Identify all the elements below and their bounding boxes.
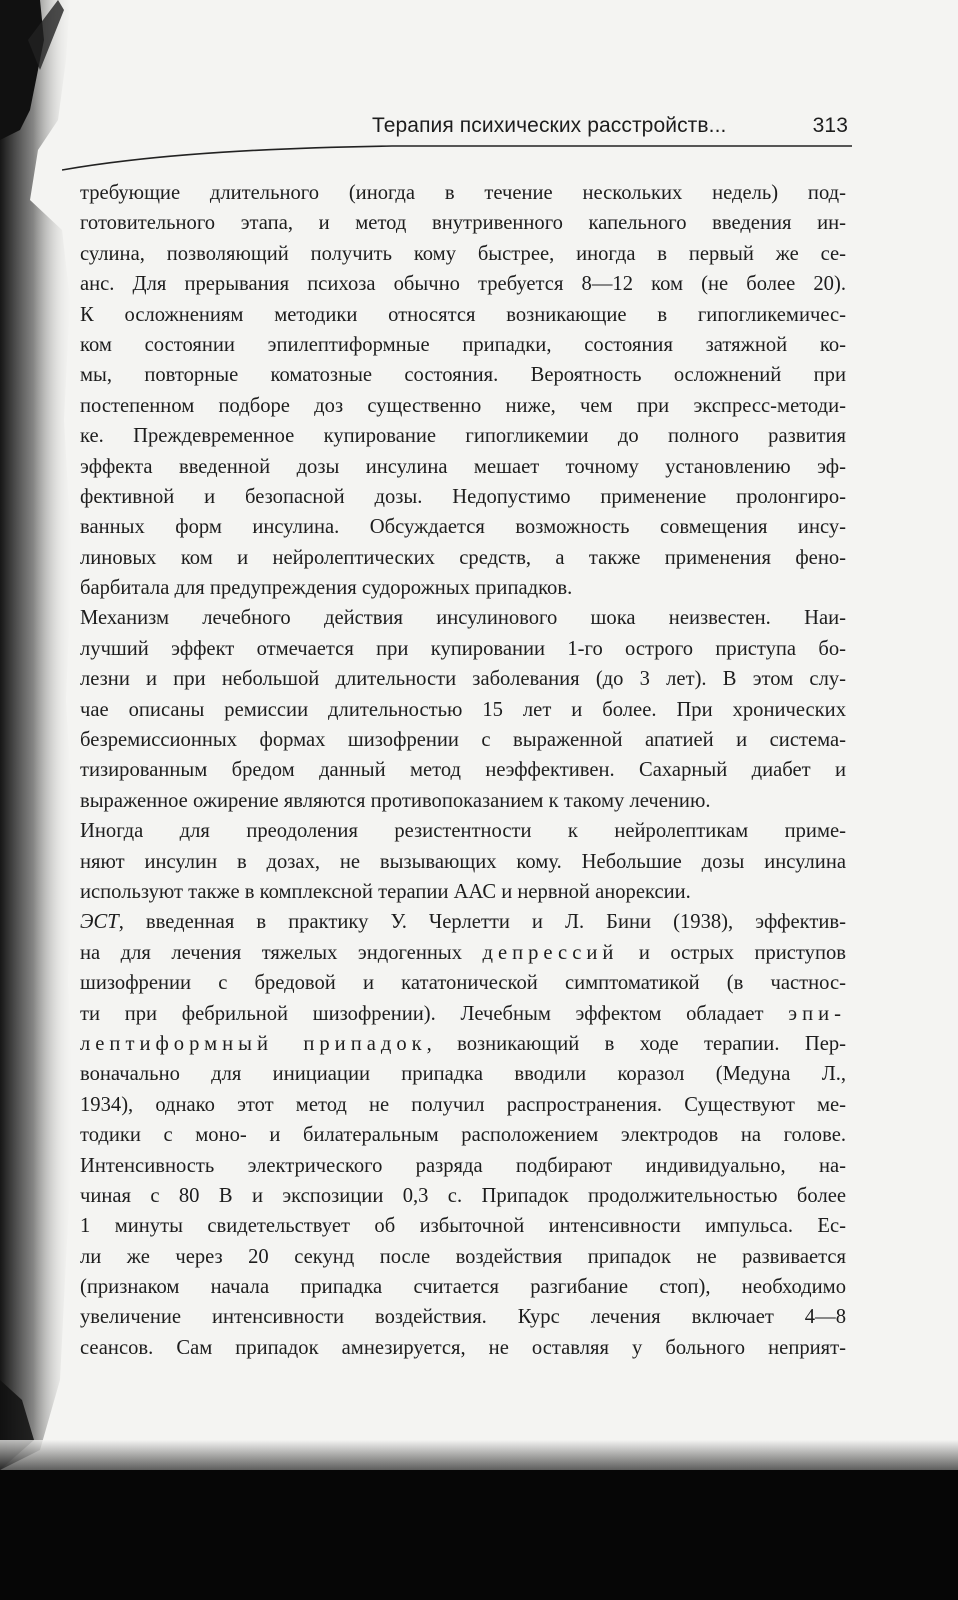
text-line: 1 минуты свидетельствует об избыточной интенсивности импульса. Ес- [80,1215,846,1238]
text-line: сеансов. Сам припадок амнезируется, не оставляя у больного неприят- [80,1336,846,1359]
ect-term: ЭСТ [80,911,119,934]
text-line: используют также в комплексной терапии ААС и нервной анорексии. [80,880,691,903]
text-line: чиная с 80 В и экспозиции 0,3 с. Припадок продолжительностью более [80,1184,846,1207]
text-line [80,1029,846,1059]
text-fragment: , введенная в практику У. Черлетти и Л. Бини (1938), эффектив- [118,911,846,934]
text-line: сулина, позволяющий получить кому быстрее, иногда в первый же се- [80,242,846,265]
text-fragment: ти при фебрильной шизофрении). Лечебным эффектом обладает [80,1002,789,1025]
text-line: тодики с моно- и билатеральным расположением электродов на голове. [80,1124,846,1147]
text-line: ком состоянии эпилептиформные припадки, состояния затяжной ко- [80,333,846,356]
paragraph-insulin-resistance [80,816,846,907]
text-line: няют инсулин в дозах, не вызывающих кому. Небольшие дозы инсулина [80,850,846,873]
binding-edge-shadow [0,0,92,1600]
text-line: воначально для инициации припадка вводили коразол (Медуна Л., [80,1063,846,1086]
text-line: готовительного этапа, и метод внутривенного капельного введения ин- [80,212,846,235]
text-line: мы, повторные коматозные состояния. Вероятность осложнений при [80,364,846,387]
spaced-emphasis: лептиформный припадок [80,1032,427,1055]
text-line: барбитала для предупреждения судорожных припадков. [80,577,573,600]
text-fragment: и острых приступов [618,941,846,964]
text-line: тизированным бредом данный метод неэффективен. Сахарный диабет и [80,759,846,782]
spaced-emphasis: депрессий [482,941,619,964]
text-line: линовых ком и нейролептических средств, а также применения фено- [80,546,846,569]
text-line: анс. Для прерывания психоза обычно требуется 8—12 ком (не более 20). [80,273,846,296]
text-line: требующие длительного (иногда в течение нескольких недель) под- [80,182,846,204]
text-line: чае описаны ремиссии длительностью 15 лет и более. При хронических [80,698,846,721]
page-number: 313 [812,114,848,137]
text-line [80,938,846,968]
text-line: ли же через 20 секунд после воздействия припадок не развивается [80,1245,846,1268]
paragraph-insulin-method [80,178,846,603]
scan-bottom-black-band [0,1470,958,1600]
running-header [372,114,850,144]
text-line: постепенном подборе доз существенно ниже, чем при экспресс-методи- [80,394,846,417]
text-line [80,907,846,937]
text-line: шизофрении с бредовой и кататонической симптоматикой (в частнос- [80,972,846,995]
text-fragment: на для лечения тяжелых эндогенных [80,941,483,964]
text-line: увеличение интенсивности воздействия. Курс лечения включает 4—8 [80,1306,846,1329]
text-line: Иногда для преодоления резистентности к нейролептикам приме- [80,820,846,843]
text-line: ванных форм инсулина. Обсуждается возможность совмещения инсу- [80,516,846,539]
text-line: выраженное ожирение являются противопоказанием к такому лечению. [80,789,711,812]
text-line: лезни и при небольшой длительности заболевания (до 3 лет). В этом слу- [80,668,846,691]
text-fragment: , возникающий в ходе терапии. Пер- [426,1032,846,1055]
text-line: К осложнениям методики относятся возникающие в гипогликемичес- [80,303,846,326]
text-line: лучший эффект отмечается при купировании 1-го острого приступа бо- [80,637,846,660]
text-line: (признаком начала припадка считается разгибание стоп), необходимо [80,1276,846,1299]
text-line: безремиссионных формах шизофрении с выраженной апатией и система- [80,729,846,752]
spaced-emphasis: эпи- [788,1002,846,1025]
text-line: ке. Преждевременное купирование гипогликемии до полного развития [80,425,846,448]
paragraph-ect [80,907,846,1363]
text-line: Механизм лечебного действия инсулинового шока неизвестен. Наи- [80,607,846,630]
body-text [80,178,846,1363]
text-line: эффекта введенной дозы инсулина мешает точному установлению эф- [80,455,846,478]
text-line [80,999,846,1029]
header-rule [62,145,852,171]
text-line: фективной и безопасной дозы. Недопустимо применение пролонгиро- [80,485,846,508]
text-line: 1934), однако этот метод не получил распространения. Существуют ме- [80,1093,846,1116]
paragraph-insulin-mechanism [80,603,846,816]
text-line: Интенсивность электрического разряда подбирают индивидуально, на- [80,1154,846,1177]
running-title: Терапия психических расстройств... [372,114,727,137]
